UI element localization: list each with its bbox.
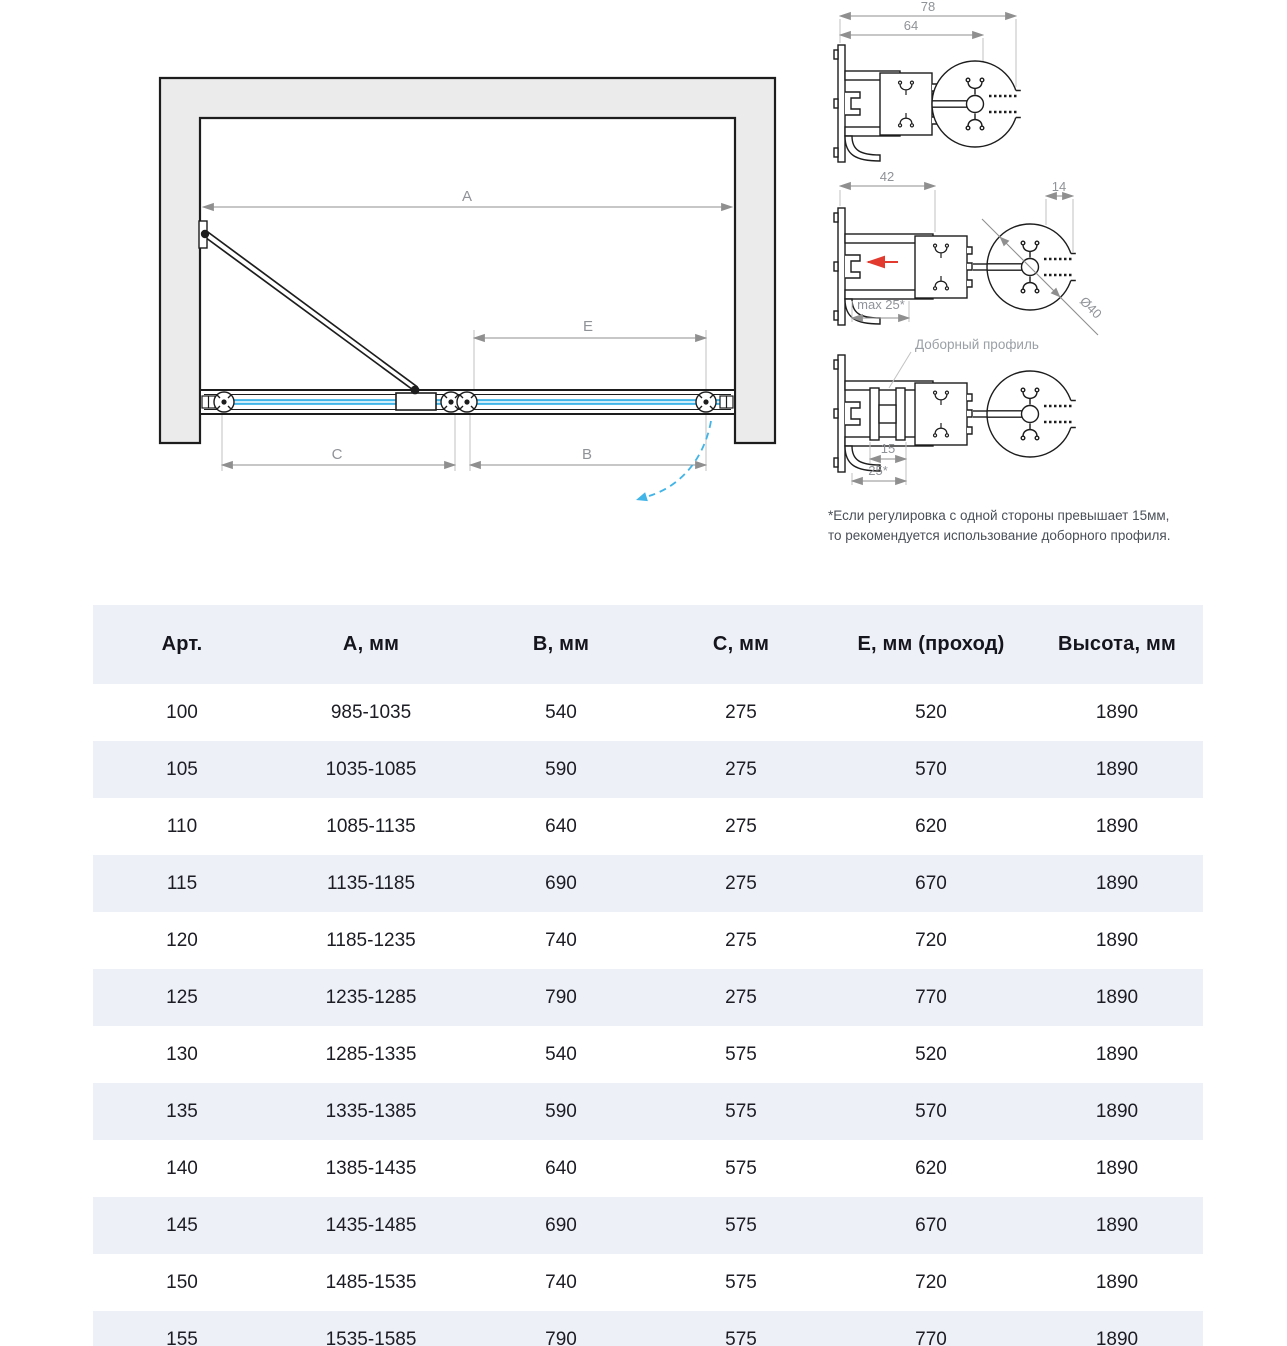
cell-h: 1890 <box>1031 855 1203 912</box>
cell-h: 1890 <box>1031 969 1203 1026</box>
swing-arrowhead <box>636 492 648 501</box>
profile-section-3 <box>834 337 1077 485</box>
col-header-a: А, мм <box>271 605 471 684</box>
cell-art: 100 <box>166 701 198 723</box>
cell-b: 590 <box>471 741 651 798</box>
cell-e: 620 <box>915 815 947 837</box>
door-pivot-dot <box>411 386 420 395</box>
door-leaf-open <box>199 221 419 394</box>
dim-25-label: 25* <box>868 463 888 478</box>
cell-c: 575 <box>725 1271 757 1293</box>
col-header-c: С, мм <box>651 605 831 684</box>
cell-b: 640 <box>545 1157 577 1179</box>
dim-b-label: B <box>581 446 593 463</box>
dim-a-label: A <box>461 188 473 205</box>
table-row <box>93 798 1203 855</box>
cell-h: 1890 <box>1095 1271 1139 1293</box>
col-header-e: Е, мм (проход) <box>831 605 1031 684</box>
cell-e: 570 <box>831 1083 1031 1140</box>
door-track <box>200 390 735 414</box>
table-row <box>93 1083 1203 1140</box>
table-row <box>93 1140 1203 1197</box>
cell-h: 1890 <box>1031 741 1203 798</box>
cell-e: 520 <box>915 701 947 723</box>
cell-art: 150 <box>166 1271 198 1293</box>
footnote-line-1: *Если регулировка с одной стороны превышает 15мм, <box>828 508 1170 523</box>
cell-a: 1535-1585 <box>271 1311 471 1346</box>
cell-c: 275 <box>651 969 831 1026</box>
cell-c: 275 <box>725 701 757 723</box>
profile-section-2 <box>834 169 1105 335</box>
cell-a: 1035-1085 <box>271 741 471 798</box>
cell-b: 690 <box>471 855 651 912</box>
cell-a: 1285-1335 <box>325 1043 417 1065</box>
cell-c: 575 <box>725 1043 757 1065</box>
cell-art: 115 <box>93 855 271 912</box>
cell-a: 1085-1135 <box>326 815 416 837</box>
cell-a: 1435-1485 <box>271 1197 471 1254</box>
cell-e: 670 <box>831 1197 1031 1254</box>
cell-c: 275 <box>651 741 831 798</box>
col-header-height: Высота, мм <box>1031 605 1203 684</box>
cell-h: 1890 <box>1031 1083 1203 1140</box>
cell-a: 1335-1385 <box>271 1083 471 1140</box>
table-row <box>93 855 1203 912</box>
dim-c-label: C <box>331 446 343 463</box>
max-25-label: max 25* <box>857 297 905 312</box>
dim-64-label: 64 <box>903 18 919 33</box>
cell-e: 620 <box>915 1157 947 1179</box>
cell-c: 575 <box>651 1197 831 1254</box>
cell-a: 985-1035 <box>330 701 412 723</box>
cell-b: 790 <box>471 969 651 1026</box>
cell-a: 1235-1285 <box>271 969 471 1026</box>
cell-h: 1890 <box>1031 1311 1203 1346</box>
cell-c: 575 <box>651 1083 831 1140</box>
cell-h: 1890 <box>1095 1043 1139 1065</box>
cell-art: 125 <box>93 969 271 1026</box>
cell-c: 275 <box>725 815 757 837</box>
cell-b: 740 <box>545 1271 577 1293</box>
cell-b: 640 <box>545 815 577 837</box>
plan-view <box>160 78 775 501</box>
cell-e: 770 <box>831 969 1031 1026</box>
cell-c: 275 <box>651 855 831 912</box>
door-swing-arc <box>636 421 711 501</box>
cell-e: 520 <box>915 1043 947 1065</box>
cell-c: 275 <box>725 929 757 951</box>
dia-40-label: Ø40 <box>1076 293 1105 322</box>
dim-42-label: 42 <box>879 169 895 184</box>
cell-b: 790 <box>471 1311 651 1346</box>
cell-art: 130 <box>166 1043 198 1065</box>
cell-art: 105 <box>93 741 271 798</box>
table-row <box>93 969 1203 1026</box>
cell-e: 770 <box>831 1311 1031 1346</box>
cell-e: 570 <box>831 741 1031 798</box>
table-row <box>93 741 1203 798</box>
wall-section <box>160 78 775 443</box>
cell-c: 575 <box>725 1157 757 1179</box>
col-header-art: Арт. <box>93 605 271 684</box>
cell-art: 155 <box>93 1311 271 1346</box>
cell-e: 720 <box>915 929 947 951</box>
table-header-row <box>93 605 1203 684</box>
cell-a: 1135-1185 <box>271 855 471 912</box>
cell-art: 120 <box>166 929 198 951</box>
cell-art: 135 <box>93 1083 271 1140</box>
cell-b: 540 <box>545 701 577 723</box>
dim-78-label: 78 <box>920 0 936 14</box>
door-clamp <box>396 393 436 410</box>
profile-section-1 <box>834 0 1022 162</box>
cell-b: 590 <box>471 1083 651 1140</box>
table-row <box>93 1254 1203 1311</box>
footnote-line-2: то рекомендуется использование доборного профиля. <box>828 528 1171 543</box>
dim-15-label: 15 <box>880 441 896 456</box>
cell-h: 1890 <box>1095 1157 1139 1179</box>
filler-profile-label: Доборный профиль <box>915 337 1039 352</box>
table-row <box>93 1026 1203 1083</box>
table-row <box>93 912 1203 969</box>
cell-h: 1890 <box>1095 701 1139 723</box>
cell-b: 740 <box>545 929 577 951</box>
cell-e: 720 <box>915 1271 947 1293</box>
dimensions-table <box>93 605 1203 1346</box>
cell-h: 1890 <box>1095 929 1139 951</box>
cell-c: 575 <box>651 1311 831 1346</box>
cell-b: 540 <box>545 1043 577 1065</box>
cell-a: 1485-1535 <box>325 1271 417 1293</box>
cell-e: 670 <box>831 855 1031 912</box>
table-row <box>93 1311 1203 1346</box>
cell-h: 1890 <box>1095 815 1139 837</box>
table-row <box>93 684 1203 741</box>
cell-h: 1890 <box>1031 1197 1203 1254</box>
dim-e-label: E <box>582 318 594 335</box>
cell-a: 1385-1435 <box>325 1157 417 1179</box>
cell-art: 145 <box>93 1197 271 1254</box>
col-header-b: В, мм <box>471 605 651 684</box>
cell-a: 1185-1235 <box>326 929 416 951</box>
technical-drawing <box>0 0 1287 600</box>
table-row <box>93 1197 1203 1254</box>
filler-profile <box>870 388 905 440</box>
cell-b: 690 <box>471 1197 651 1254</box>
dim-14-label: 14 <box>1051 179 1067 194</box>
cell-art: 140 <box>166 1157 198 1179</box>
footnote <box>828 508 1170 543</box>
cell-art: 110 <box>166 815 198 837</box>
